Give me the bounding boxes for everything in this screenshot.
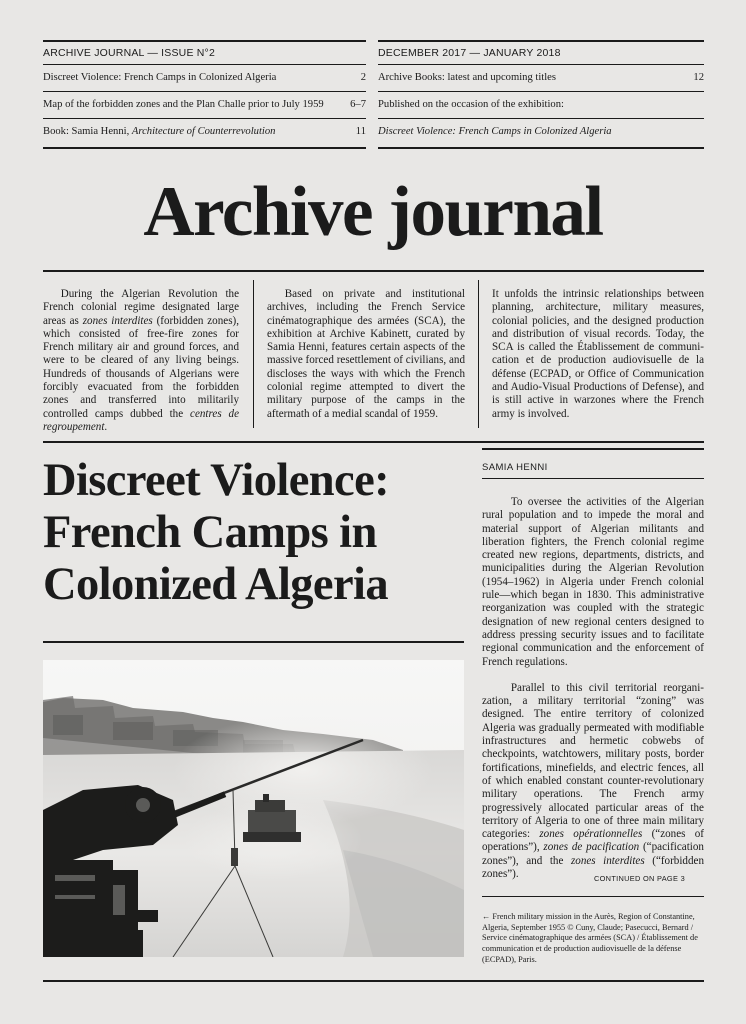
toc-item-title [43,126,275,137]
toc-head-rule-right [378,64,704,65]
article-text-italic: zones interdites [570,854,645,867]
photo-caption: ← French military mission in the Aurès, Region of Constantine, Algeria, September 1955 © Cuny, Claude; Pasecucci, Bernard / Service cinématographique des armées (SCA) / Établissement de communication et de production audiovisuelle de la défense (ECPAD), Paris. [482,912,698,964]
toc-item-page: 6–7 [350,99,366,110]
toc-left-item[interactable] [43,72,366,83]
caption-rule [482,896,704,897]
toc-left-header: ARCHIVE JOURNAL — ISSUE N°2 [43,47,215,59]
article-body [482,496,704,894]
article-paragraph: To oversee the activities of the Algerian rural population and to impede the moral and material support of Algerian militants and liberation fighters, the French colonial regime created new regions, departments, districts, and municipalities during the Algerian Revolution (1954–1962) in Algeria under French colonial rule—which began in 1830. This administrative reorganization was coupled with the strategic designation of new regional centers designed to address pressing security issues and to facilitate regional communication and the enforcement of French regulations. [482,496,704,668]
headline-rule [43,641,464,643]
toc-right-header: DECEMBER 2017 — JANUARY 2018 [378,47,561,59]
toc-divider [43,91,366,92]
intro-column-3 [492,288,704,421]
intro-text: During the Algerian Revolution the French colonial regime designated large areas as [43,288,239,327]
intro-text: . [104,420,108,433]
toc-top-rule-left [43,40,366,42]
toc-top-rule-right [378,40,704,42]
column-divider [253,280,254,428]
toc-bottom-rule-left [43,147,366,149]
article-paragraph [482,682,704,881]
toc-right-item[interactable] [378,72,704,83]
intro-text-italic: centres de regroupement [43,407,239,433]
page-bottom-rule [43,980,704,982]
intro-column-2 [267,288,465,421]
intro-text: Based on private and institutional archives, including the French Service cinématographique des armées (SCA), the exhibition at Archive Kabinett, curated by Samia Henni, features certain aspects of the massive forced resettlement of civilians, and discloses the ways with which the French colonial regime attempted to divert the military purpose of the camps in the aftermath of a medial scandal of 1959. [267,288,465,420]
toc-right-item [378,126,704,137]
intro-text-italic: zones interdites [82,314,153,327]
toc-bottom-rule-right [378,147,704,149]
continued-link[interactable]: CONTINUED ON PAGE 3 [594,874,685,883]
toc-item-title: Published on the occasion of the exhibition: [378,99,564,110]
masthead-rule [43,270,704,272]
article-text-italic: zones de pacification [543,841,640,854]
toc-item-title: Archive Books: latest and upcoming titles [378,72,557,83]
byline-bottom-rule [482,478,704,479]
toc-item-title-prefix: Book: Samia Henni, [43,126,132,137]
toc-right-item [378,99,704,110]
article-text: Parallel to this civil territorial reorganization, a military territorial “zoning” was designed. The entire territory of colonized Algeria was gradually permeated with modifiable infrastructures and hermetic cobwebs of checkpoints, watchtowers, military posts, border fortifications, minefields, and electric fences, all of which enabled constant counter-revolutionary military operations. The French army progressively allocated particular areas of the territory of Algeria to one of three main military categories: [482,681,704,841]
toc-divider [378,91,704,92]
toc-item-page: 2 [360,72,366,83]
article-text: (“forbidden zones”). [482,854,704,881]
toc-divider [43,118,366,119]
toc-item-title: Map of the forbidden zones and the Plan Challe prior to July 1959 [43,99,324,110]
author-byline: SAMIA HENNI [482,462,548,473]
intro-column-1 [43,288,239,434]
toc-left-item[interactable] [43,99,366,110]
toc-item-title: Discreet Violence: French Camps in Colonized Algeria [43,72,277,83]
article-photo [43,660,464,957]
column-divider [478,280,479,428]
toc-head-rule-left [43,64,366,65]
toc-item-title-italic: Architecture of Counterrevolution [131,126,276,137]
byline-top-rule [482,448,704,450]
intro-text: (forbidden zones), which consisted of free-fire zones for French military air and ground forces, and were to be cleared of any living beings. Hundreds of thousands of Algerians were forcibly evacuated from the forbidden zones and transferred into militarily controlled camps dubbed the [43,314,239,420]
toc-left-item[interactable] [43,126,366,137]
intro-bottom-rule [43,441,704,443]
article-text-italic: zones opérationnelles [539,828,643,841]
toc-item-page: 11 [355,126,366,137]
toc-item-page: 12 [693,72,704,83]
toc-divider [378,118,704,119]
intro-text: It unfolds the intrinsic relationships between planning, architecture, military measures, colonial policies, and the designed production and distribution of visual records. Today, the SCA is called the Établissement de communication et de production audiovisuelle de la défense (ECPAD, or Office of Communication and Audio-Visual Productions of Defense), and is still active in warzones where the French army is involved. [492,288,704,420]
masthead-title: Archive journal [143,173,603,251]
toc-item-title: Discreet Violence: French Camps in Colonized Algeria [378,126,612,137]
article-text: (“pacification zones”), and the [482,841,704,867]
article-headline: Discreet Violence: French Camps in Colonized Algeria [43,455,389,610]
article-text: (“zones of operations”), [482,828,705,854]
